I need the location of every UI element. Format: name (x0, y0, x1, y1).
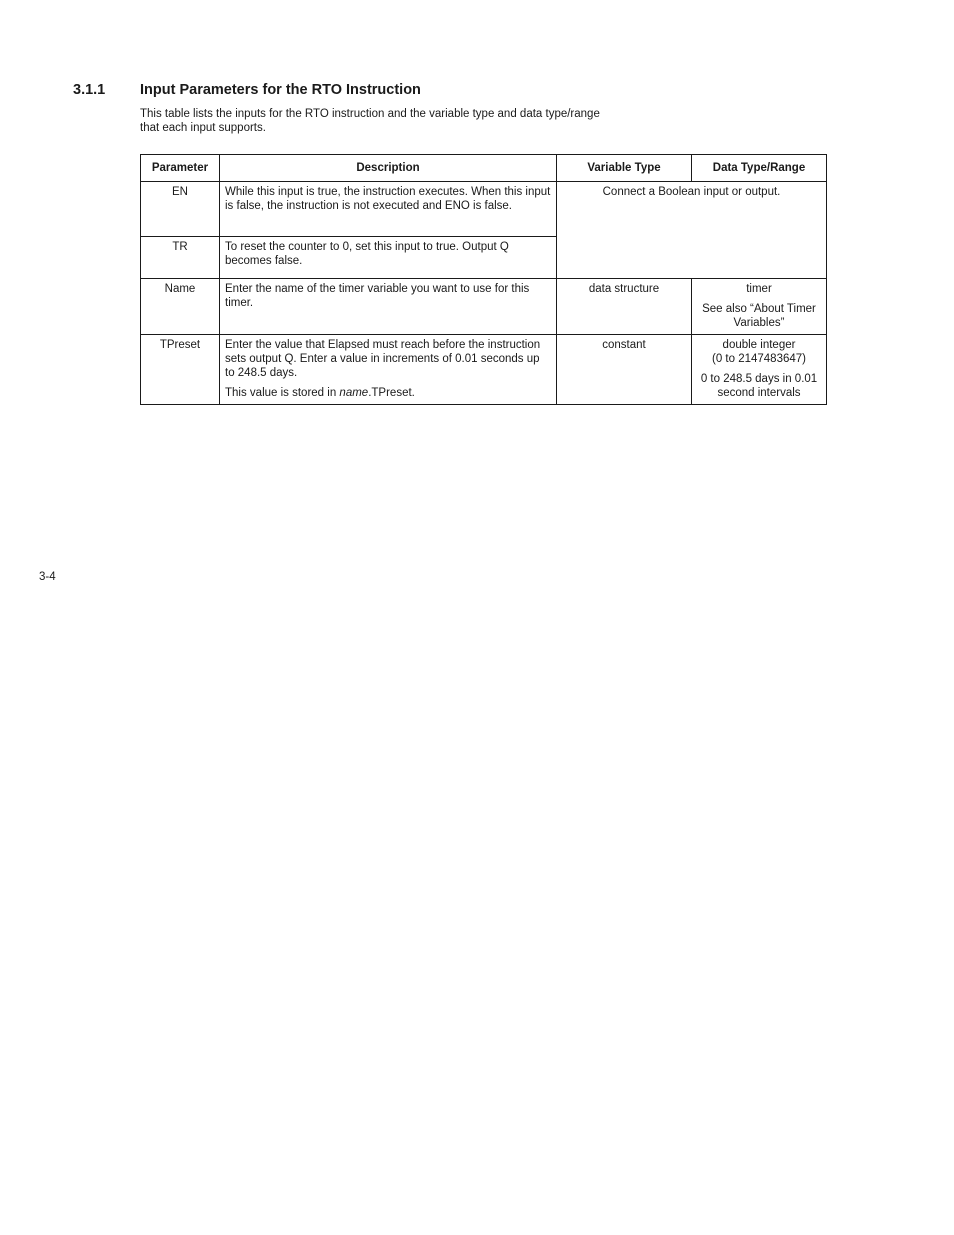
dtype-tpreset-line1: double integer (722, 339, 796, 351)
desc-tpreset (220, 335, 557, 405)
header-description: Description (220, 155, 557, 182)
dtype-name (692, 279, 827, 335)
desc-name: Enter the name of the timer variable you want to use for this timer. (220, 279, 557, 335)
desc-tpreset-note-italic: name (339, 387, 369, 399)
param-name: Name (141, 279, 220, 335)
desc-en: While this input is true, the instruction executes. When this input is false, the instruction is not executed and ENO is false. (220, 182, 557, 237)
table-row-tpreset (141, 335, 827, 405)
table-row-name (141, 279, 827, 335)
desc-tpreset-main: Enter the value that Elapsed must reach before the instruction sets output Q. Enter a value in increments of 0.01 seconds up to 248.5 days. (225, 339, 541, 379)
header-parameter: Parameter (141, 155, 220, 182)
shared-type-cell: Connect a Boolean input or output. (557, 182, 827, 279)
desc-tpreset-note-prefix: This value is stored in (225, 387, 340, 399)
table-header-row (141, 155, 827, 182)
dtype-tpreset-line2: (0 to 2147483647) (712, 353, 806, 365)
header-data-type-range: Data Type/Range (692, 155, 827, 182)
dtype-name-line1: timer (746, 283, 772, 295)
intro-paragraph: This table lists the inputs for the RTO instruction and the variable type and data type/range that each input supports. (140, 108, 600, 134)
desc-tpreset-note-suffix: .TPreset. (368, 387, 415, 399)
desc-tpreset-note (225, 387, 415, 399)
input-parameters-table (140, 154, 827, 405)
page-number: 3-4 (39, 571, 56, 583)
section-title: Input Parameters for the RTO Instruction (140, 82, 421, 98)
vartype-name: data structure (557, 279, 692, 335)
param-tr: TR (141, 237, 220, 279)
table-row-en (141, 182, 827, 237)
param-en: EN (141, 182, 220, 237)
param-tpreset: TPreset (141, 335, 220, 405)
dtype-tpreset-line3: 0 to 248.5 days in 0.01 second intervals (700, 373, 818, 399)
header-variable-type: Variable Type (557, 155, 692, 182)
vartype-tpreset: constant (557, 335, 692, 405)
section-number: 3.1.1 (73, 82, 106, 98)
dtype-tpreset (692, 335, 827, 405)
dtype-name-line2: See also “About Timer Variables” (702, 303, 816, 329)
desc-tr: To reset the counter to 0, set this input to true. Output Q becomes false. (220, 237, 557, 279)
